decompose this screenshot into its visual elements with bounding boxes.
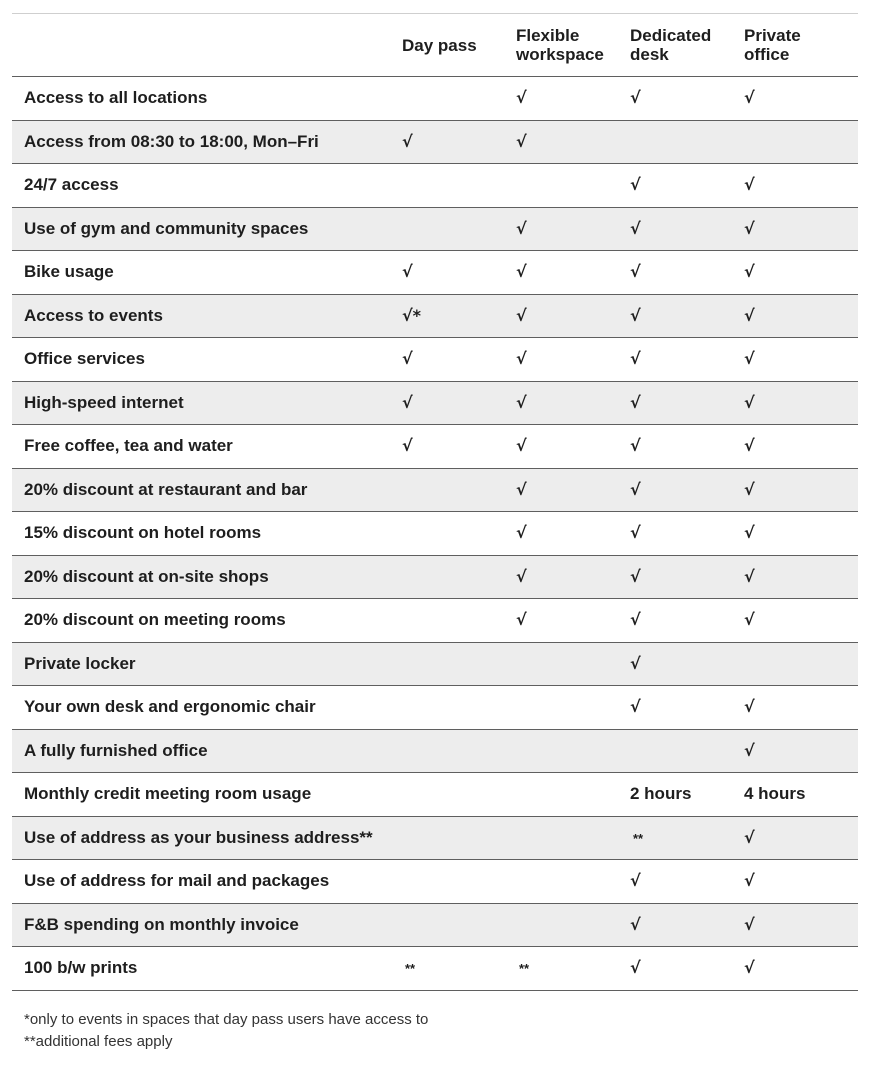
- cell-private-office: [744, 338, 858, 382]
- table-row: [12, 207, 858, 251]
- cell-flexible-workspace: [516, 338, 630, 382]
- cell-flexible-workspace: [516, 468, 630, 512]
- check-mark: √: [516, 392, 527, 412]
- check-mark: √: [744, 958, 755, 978]
- header-flexible-workspace: [516, 14, 630, 77]
- cell-flexible-workspace: [516, 599, 630, 643]
- table-row: [12, 294, 858, 338]
- check-mark: √: [630, 566, 641, 586]
- cell-private-office: [744, 686, 858, 730]
- check-mark: √: [744, 827, 755, 847]
- check-mark: √: [516, 218, 527, 238]
- cell-day-pass: [402, 294, 516, 338]
- table-row: [12, 599, 858, 643]
- cell-dedicated-desk: [630, 207, 744, 251]
- footnote-fees: **additional fees apply: [24, 1033, 173, 1050]
- feature-label: Use of gym and community spaces: [24, 218, 309, 238]
- footnotes: [24, 1009, 428, 1053]
- cell-day-pass: [402, 207, 516, 251]
- fee-note-marker: **: [633, 830, 644, 846]
- cell-private-office: [744, 512, 858, 556]
- check-mark: √: [744, 305, 755, 325]
- cell-flexible-workspace: [516, 120, 630, 164]
- cell-day-pass: [402, 338, 516, 382]
- check-mark: √: [744, 871, 755, 891]
- feature-label: 20% discount at on-site shops: [24, 566, 269, 586]
- fee-note-marker: **: [405, 961, 416, 977]
- cell-dedicated-desk: [630, 425, 744, 469]
- cell-day-pass: [402, 729, 516, 773]
- header-flexible-workspace-line2: workspace: [516, 45, 604, 64]
- cell-private-office: [744, 773, 858, 817]
- feature-label: A fully furnished office: [24, 740, 208, 760]
- header-day-pass-text: Day pass: [402, 35, 477, 55]
- header-day-pass: [402, 14, 516, 77]
- cell-dedicated-desk: [630, 468, 744, 512]
- check-mark: √: [744, 88, 755, 108]
- feature-label: Monthly credit meeting room usage: [24, 784, 312, 804]
- cell-private-office: [744, 599, 858, 643]
- cell-flexible-workspace: [516, 381, 630, 425]
- cell-day-pass: [402, 773, 516, 817]
- cell-dedicated-desk: [630, 381, 744, 425]
- check-mark: √: [516, 262, 527, 282]
- cell-day-pass: [402, 599, 516, 643]
- table-row: [12, 555, 858, 599]
- cell-day-pass: [402, 120, 516, 164]
- cell-private-office: [744, 251, 858, 295]
- cell-value: 4 hours: [744, 784, 806, 804]
- check-mark: √: [630, 218, 641, 238]
- table-row: [12, 164, 858, 208]
- cell-day-pass: [402, 816, 516, 860]
- check-mark: √: [516, 88, 527, 108]
- feature-label: Access to all locations: [24, 88, 208, 108]
- check-mark: √: [402, 131, 413, 151]
- cell-private-office: [744, 77, 858, 121]
- check-mark: √: [744, 262, 755, 282]
- feature-label: Private locker: [24, 653, 136, 673]
- table-header: [12, 14, 858, 77]
- feature-label: 20% discount at restaurant and bar: [24, 479, 308, 499]
- check-mark: √: [402, 349, 413, 369]
- table-row: [12, 512, 858, 556]
- cell-flexible-workspace: [516, 77, 630, 121]
- cell-day-pass: [402, 642, 516, 686]
- check-mark: √: [744, 175, 755, 195]
- check-mark: √: [744, 697, 755, 717]
- check-mark: √: [630, 697, 641, 717]
- cell-day-pass: [402, 77, 516, 121]
- cell-flexible-workspace: [516, 860, 630, 904]
- check-mark: √: [630, 349, 641, 369]
- cell-dedicated-desk: [630, 251, 744, 295]
- check-mark: √: [516, 131, 527, 151]
- header-private-office: [744, 14, 858, 77]
- header-dedicated-desk-line2: desk: [630, 45, 669, 64]
- cell-dedicated-desk: [630, 642, 744, 686]
- cell-dedicated-desk: [630, 77, 744, 121]
- cell-dedicated-desk: [630, 294, 744, 338]
- cell-day-pass: [402, 555, 516, 599]
- table-row: [12, 773, 858, 817]
- cell-flexible-workspace: [516, 947, 630, 991]
- table-row: [12, 120, 858, 164]
- cell-private-office: [744, 947, 858, 991]
- feature-label: Bike usage: [24, 262, 114, 282]
- cell-flexible-workspace: [516, 642, 630, 686]
- table-row: [12, 642, 858, 686]
- table-row: [12, 468, 858, 512]
- check-mark: √: [516, 349, 527, 369]
- cell-dedicated-desk: [630, 860, 744, 904]
- feature-label: F&B spending on monthly invoice: [24, 914, 299, 934]
- cell-private-office: [744, 903, 858, 947]
- check-mark: √: [402, 392, 413, 412]
- cell-day-pass: [402, 512, 516, 556]
- cell-day-pass: [402, 381, 516, 425]
- check-mark: √: [744, 349, 755, 369]
- cell-dedicated-desk: [630, 338, 744, 382]
- table-row: [12, 903, 858, 947]
- check-mark: √: [516, 610, 527, 630]
- feature-label: Use of address for mail and packages: [24, 871, 330, 891]
- cell-dedicated-desk: [630, 512, 744, 556]
- feature-label: Access to events: [24, 305, 163, 325]
- feature-label: Your own desk and ergonomic chair: [24, 697, 316, 717]
- cell-dedicated-desk: [630, 120, 744, 164]
- cell-dedicated-desk: [630, 903, 744, 947]
- cell-flexible-workspace: [516, 294, 630, 338]
- cell-dedicated-desk: [630, 816, 744, 860]
- cell-dedicated-desk: [630, 773, 744, 817]
- table-row: [12, 338, 858, 382]
- table-row: [12, 947, 858, 991]
- check-mark: √: [744, 566, 755, 586]
- cell-flexible-workspace: [516, 555, 630, 599]
- check-mark: √: [630, 653, 641, 673]
- table-row: [12, 729, 858, 773]
- table-row: [12, 816, 858, 860]
- cell-dedicated-desk: [630, 599, 744, 643]
- cell-private-office: [744, 816, 858, 860]
- cell-flexible-workspace: [516, 686, 630, 730]
- table-row: [12, 425, 858, 469]
- table-row: [12, 251, 858, 295]
- cell-flexible-workspace: [516, 903, 630, 947]
- cell-private-office: [744, 468, 858, 512]
- cell-dedicated-desk: [630, 686, 744, 730]
- footnote-events: *only to events in spaces that day pass users have access to: [24, 1011, 429, 1028]
- check-mark: √: [630, 175, 641, 195]
- check-mark: √: [630, 392, 641, 412]
- cell-flexible-workspace: [516, 816, 630, 860]
- check-mark: √: [744, 610, 755, 630]
- check-mark-with-note: √*: [402, 305, 422, 325]
- check-mark: √: [630, 88, 641, 108]
- check-mark: √: [630, 871, 641, 891]
- check-mark: √: [516, 436, 527, 456]
- cell-private-office: [744, 642, 858, 686]
- check-mark: √: [516, 566, 527, 586]
- cell-day-pass: [402, 425, 516, 469]
- cell-private-office: [744, 729, 858, 773]
- feature-label: Office services: [24, 349, 145, 369]
- cell-flexible-workspace: [516, 164, 630, 208]
- cell-flexible-workspace: [516, 773, 630, 817]
- membership-comparison-table: [12, 13, 858, 991]
- cell-private-office: [744, 555, 858, 599]
- table-row: [12, 77, 858, 121]
- header-private-office-line1: Private: [744, 26, 801, 45]
- cell-dedicated-desk: [630, 555, 744, 599]
- check-mark: √: [630, 262, 641, 282]
- check-mark: √: [402, 262, 413, 282]
- cell-private-office: [744, 425, 858, 469]
- check-mark: √: [744, 523, 755, 543]
- cell-day-pass: [402, 860, 516, 904]
- cell-day-pass: [402, 903, 516, 947]
- cell-flexible-workspace: [516, 729, 630, 773]
- header-row: [12, 14, 858, 77]
- table-body: [12, 77, 858, 991]
- cell-day-pass: [402, 947, 516, 991]
- check-mark: √: [402, 436, 413, 456]
- cell-day-pass: [402, 686, 516, 730]
- feature-label: High-speed internet: [24, 392, 184, 412]
- cell-flexible-workspace: [516, 251, 630, 295]
- fee-note-marker: **: [519, 961, 530, 977]
- cell-private-office: [744, 860, 858, 904]
- check-mark: √: [630, 958, 641, 978]
- cell-dedicated-desk: [630, 164, 744, 208]
- feature-label: Access from 08:30 to 18:00, Mon–Fri: [24, 131, 319, 151]
- feature-label: Use of address as your business address**: [24, 827, 373, 847]
- header-dedicated-desk-line1: Dedicated: [630, 26, 712, 45]
- cell-private-office: [744, 381, 858, 425]
- cell-day-pass: [402, 164, 516, 208]
- cell-private-office: [744, 120, 858, 164]
- table-row: [12, 381, 858, 425]
- check-mark: √: [630, 523, 641, 543]
- header-private-office-line2: office: [744, 45, 790, 64]
- cell-dedicated-desk: [630, 947, 744, 991]
- cell-flexible-workspace: [516, 512, 630, 556]
- header-feature-column: [12, 14, 402, 77]
- check-mark: √: [744, 392, 755, 412]
- check-mark: √: [744, 740, 755, 760]
- check-mark: √: [630, 610, 641, 630]
- cell-dedicated-desk: [630, 729, 744, 773]
- check-mark: √: [516, 479, 527, 499]
- cell-flexible-workspace: [516, 207, 630, 251]
- feature-label: Free coffee, tea and water: [24, 436, 233, 456]
- feature-label: 24/7 access: [24, 175, 119, 195]
- check-mark: √: [744, 436, 755, 456]
- table-row: [12, 686, 858, 730]
- check-mark: √: [744, 218, 755, 238]
- check-mark: √: [630, 914, 641, 934]
- cell-private-office: [744, 207, 858, 251]
- cell-value: 2 hours: [630, 784, 692, 804]
- feature-label: 100 b/w prints: [24, 958, 138, 978]
- table-row: [12, 860, 858, 904]
- check-mark: √: [516, 523, 527, 543]
- check-mark: √: [744, 479, 755, 499]
- header-dedicated-desk: [630, 14, 744, 77]
- header-flexible-workspace-line1: Flexible: [516, 26, 580, 45]
- check-mark: √: [630, 436, 641, 456]
- feature-label: 20% discount on meeting rooms: [24, 610, 286, 630]
- feature-label: 15% discount on hotel rooms: [24, 523, 262, 543]
- check-mark: √: [630, 479, 641, 499]
- check-mark: √: [516, 305, 527, 325]
- cell-flexible-workspace: [516, 425, 630, 469]
- cell-private-office: [744, 294, 858, 338]
- check-mark: √: [744, 914, 755, 934]
- check-mark: √: [630, 305, 641, 325]
- cell-day-pass: [402, 251, 516, 295]
- cell-private-office: [744, 164, 858, 208]
- cell-day-pass: [402, 468, 516, 512]
